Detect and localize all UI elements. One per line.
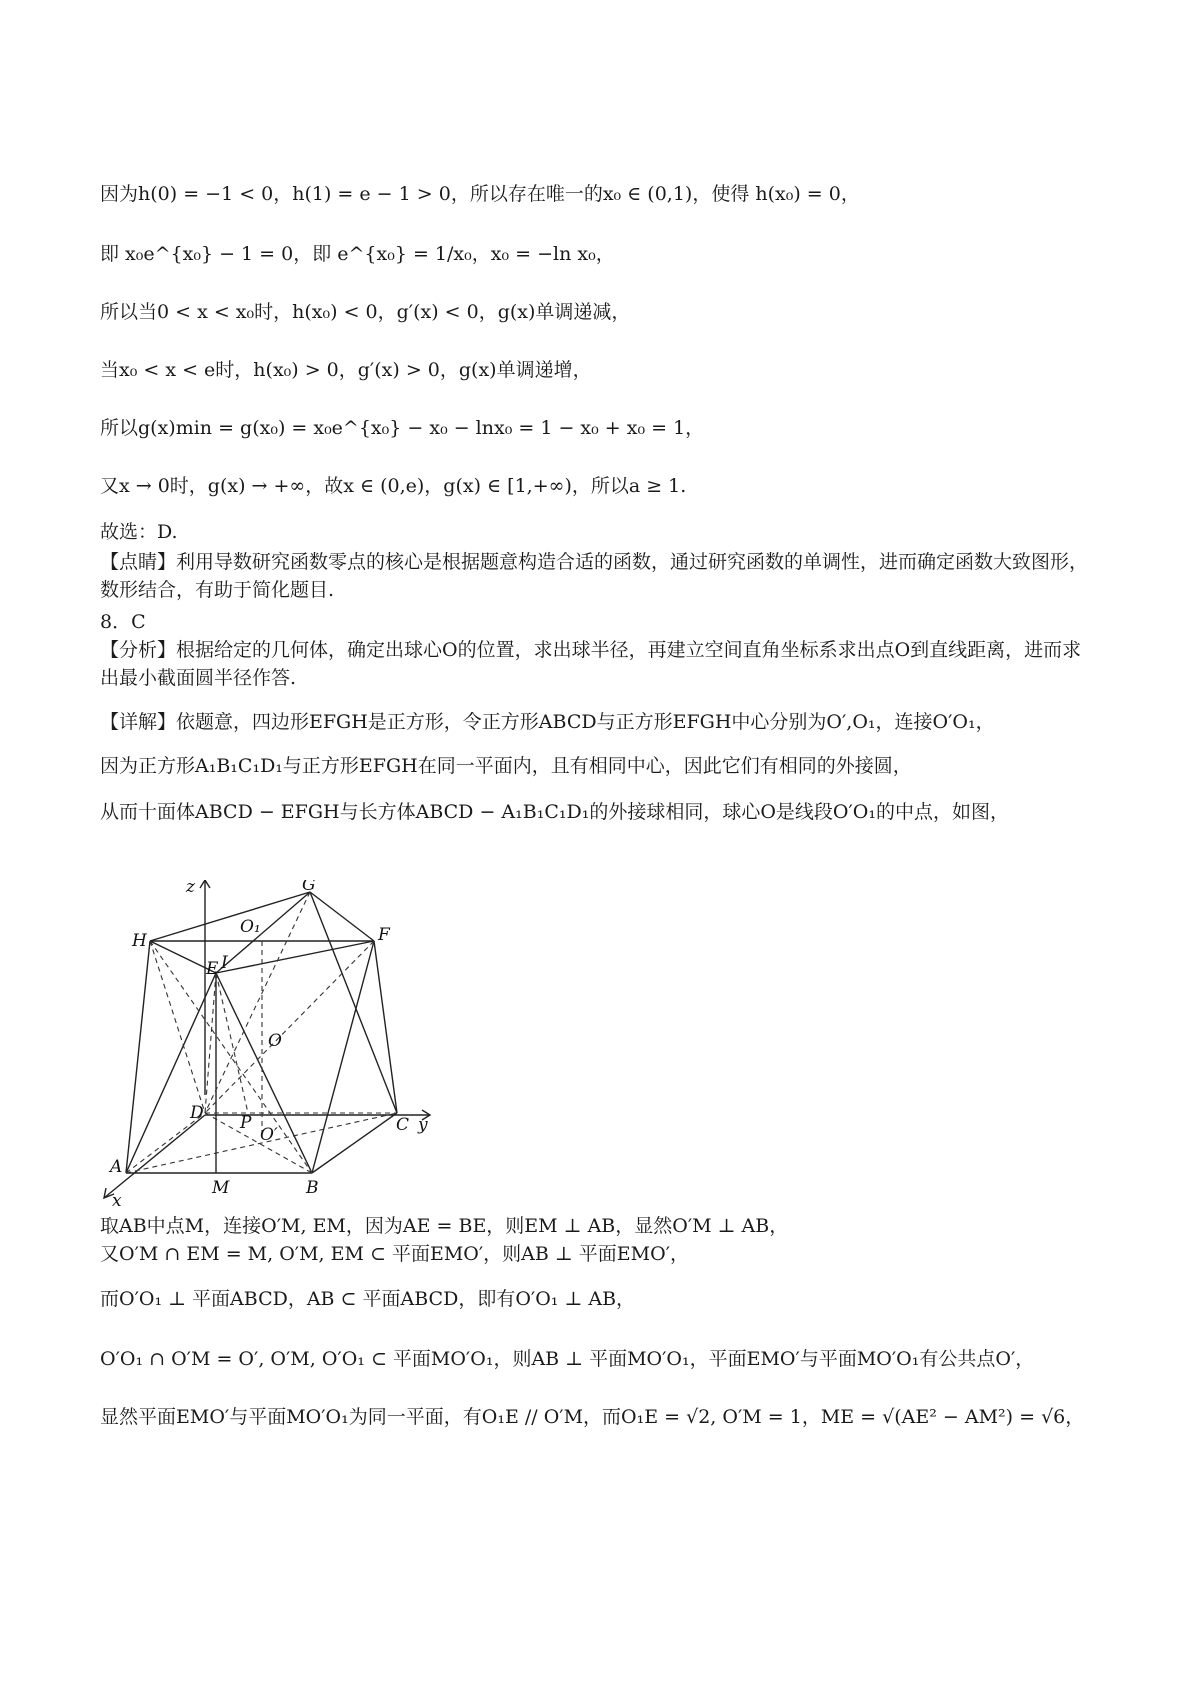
label-e: E	[206, 959, 219, 979]
line-4: 当x₀ < x < e时，h(x₀) > 0，g′(x) > 0，g(x)单调递增，	[100, 359, 592, 381]
line-2: 即 x₀e^{x₀} − 1 = 0，即 e^{x₀} = 1/x₀，x₀ = −ln x₀，	[100, 243, 615, 265]
line-6: 又x → 0时，g(x) → +∞，故x ∈ (0,e)，g(x) ∈ [1,+∞)，所以a ≥ 1.	[100, 475, 687, 497]
line-1: 因为h(0) = −1 < 0，h(1) = e − 1 > 0，所以存在唯一的x₀ ∈ (0,1)，使得 h(x₀) = 0，	[100, 183, 860, 205]
line-5: 所以g(x)min = g(x₀) = x₀e^{x₀} − x₀ − lnx₀ = 1 − x₀ + x₀ = 1，	[100, 417, 705, 439]
detail-line-1: 【详解】依题意，四边形EFGH是正方形，令正方形ABCD与正方形EFGH中心分别为O′,O₁，连接O′O₁，	[100, 711, 995, 733]
proof-line-3: 而O′O₁ ⊥ 平面ABCD，AB ⊂ 平面ABCD，即有O′O₁ ⊥ AB，	[100, 1288, 636, 1310]
label-o: O	[268, 1031, 282, 1051]
label-y: y	[418, 1115, 428, 1135]
label-o1: O₁	[240, 917, 261, 937]
label-c: C	[396, 1115, 410, 1135]
decahedron-diagram	[100, 880, 460, 1210]
label-d: D	[190, 1103, 204, 1123]
label-o-prime: O′	[260, 1125, 278, 1145]
geometry-figure	[100, 880, 460, 1210]
proof-line-5: 显然平面EMO′与平面MO′O₁为同一平面，有O₁E // O′M，而O₁E = √2, O′M = 1，ME = √(AE² − AM²) = √6，	[100, 1406, 1085, 1428]
label-h: H	[132, 931, 147, 951]
label-p: P	[240, 1113, 252, 1133]
label-x: x	[112, 1191, 122, 1210]
analysis-paragraph: 【分析】根据给定的几何体，确定出球心O的位置，求出球半径，再建立空间直角坐标系求出点O到直线距离，进而求出最小截面圆半径作答.	[100, 639, 1082, 689]
question-number: 8．C	[100, 611, 146, 633]
detail-line-2: 因为正方形A₁B₁C₁D₁与正方形EFGH在同一平面内，且有相同中心，因此它们有相同的外接圆，	[100, 755, 912, 777]
comment-paragraph: 【点睛】利用导数研究函数零点的核心是根据题意构造合适的函数，通过研究函数的单调性，进而确定函数大致图形，数形结合，有助于简化题目.	[100, 551, 1089, 601]
proof-line-2: 又O′M ∩ EM = M, O′M, EM ⊂ 平面EMO′，则AB ⊥ 平面EMO′，	[100, 1243, 690, 1265]
proof-line-4: O′O₁ ∩ O′M = O′, O′M, O′O₁ ⊂ 平面MO′O₁，则AB ⊥ 平面MO′O₁，平面EMO′与平面MO′O₁有公共点O′，	[100, 1348, 1035, 1370]
proof-line-1: 取AB中点M，连接O′M, EM，因为AE = BE，则EM ⊥ AB，显然O′M ⊥ AB，	[100, 1215, 789, 1237]
label-a: A	[110, 1157, 123, 1177]
label-z: z	[186, 880, 195, 897]
label-b: B	[306, 1178, 319, 1198]
label-i: I	[221, 953, 228, 973]
label-m: M	[212, 1178, 230, 1198]
detail-line-3: 从而十面体ABCD − EFGH与长方体ABCD − A₁B₁C₁D₁的外接球相同，球心O是线段O′O₁的中点，如图，	[100, 801, 1009, 823]
answer-choice: 故选：D.	[100, 521, 178, 543]
line-3: 所以当0 < x < x₀时，h(x₀) < 0，g′(x) < 0，g(x)单调递减，	[100, 301, 631, 323]
label-g: G	[302, 880, 316, 895]
label-f: F	[378, 925, 390, 945]
